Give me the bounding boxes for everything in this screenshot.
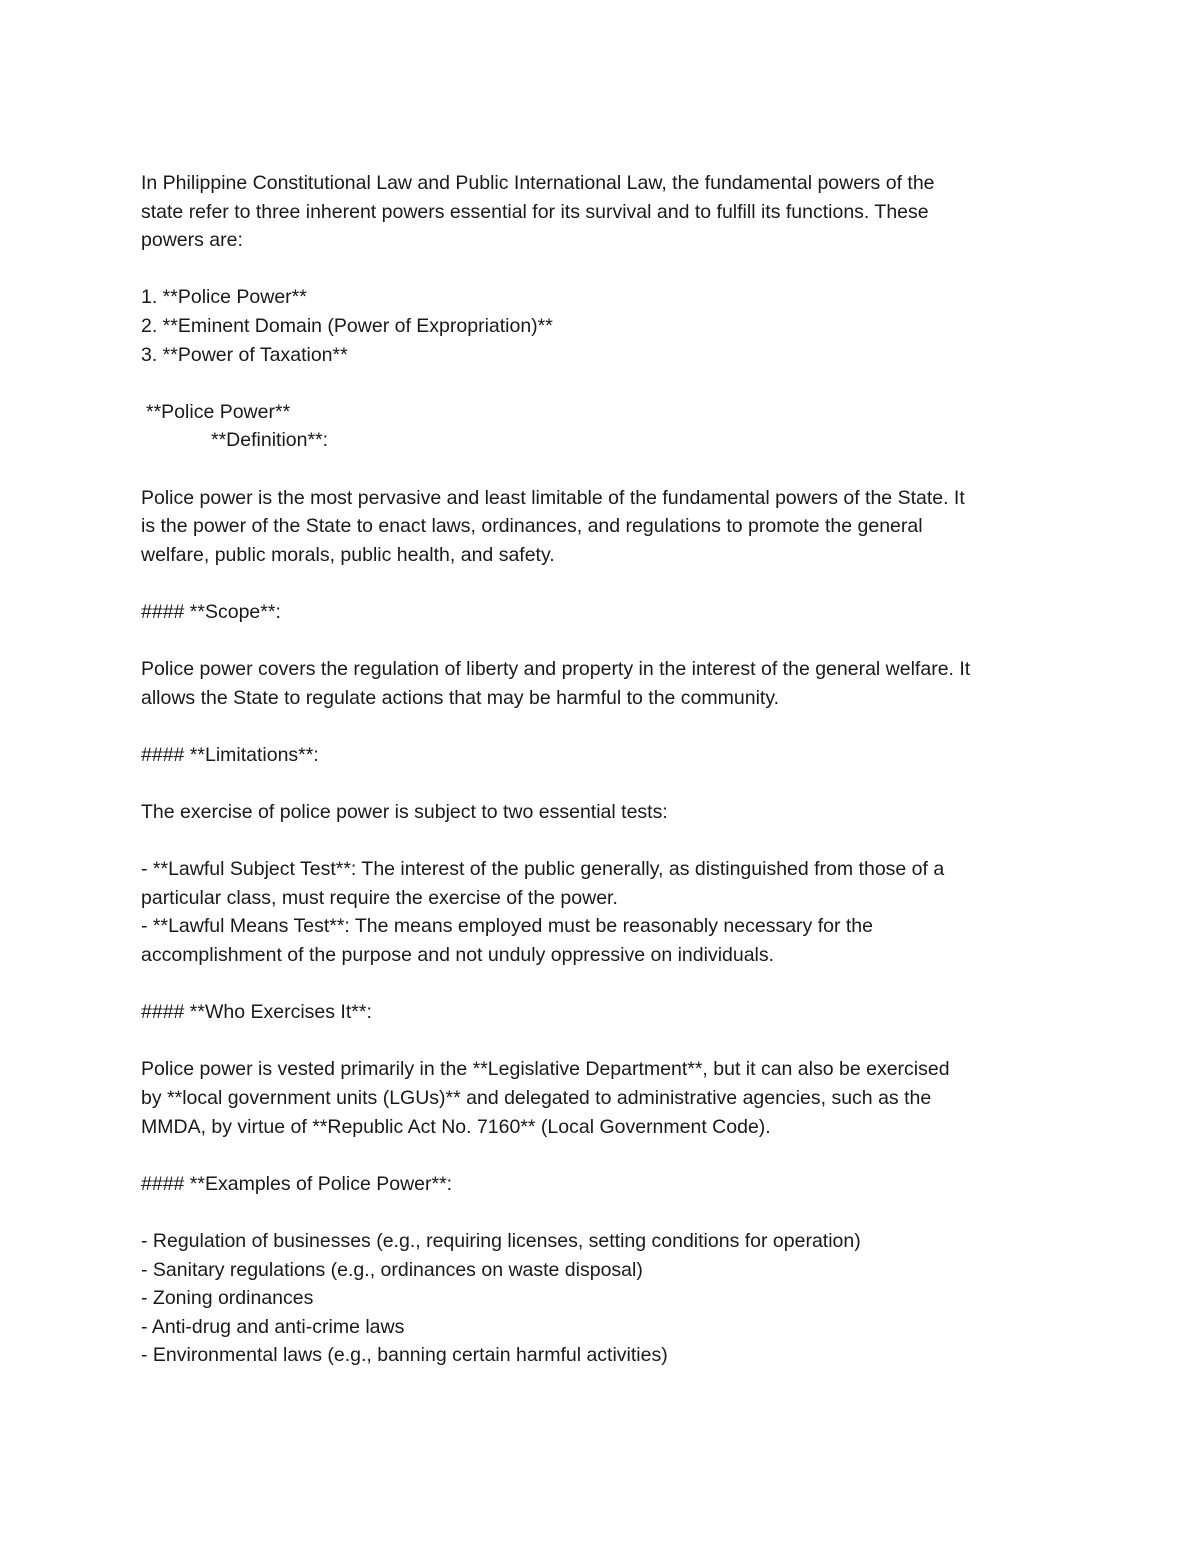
paragraph-line: allows the State to regulate actions that may be harmful to the community. xyxy=(141,686,780,709)
paragraph-line: MMDA, by virtue of **Republic Act No. 7160** (Local Government Code). xyxy=(141,1115,771,1138)
paragraph-line: Police power is the most pervasive and least limitable of the fundamental powers of the State. It xyxy=(141,486,965,509)
list-item: accomplishment of the purpose and not unduly oppressive on individuals. xyxy=(141,944,775,967)
intro-line: In Philippine Constitutional Law and Public International Law, the fundamental powers of the xyxy=(141,172,935,194)
paragraph-line: is the power of the State to enact laws, ordinances, and regulations to promote the general xyxy=(141,515,923,538)
list-item: - Environmental laws (e.g., banning certain harmful activities) xyxy=(141,1344,668,1367)
blank-line xyxy=(141,1141,1071,1170)
paragraph-line: by **local government units (LGUs)** and delegated to administrative agencies, such as the xyxy=(141,1087,932,1109)
blank-line xyxy=(141,455,1071,484)
limitations-heading: #### **Limitations**: xyxy=(141,743,319,766)
blank-line xyxy=(141,569,1071,598)
limitations-list xyxy=(141,855,1071,969)
blank-line xyxy=(141,970,1071,999)
limitations-intro: The exercise of police power is subject to two essential tests: xyxy=(141,801,668,824)
list-item: 2. **Eminent Domain (Power of Expropriation)** xyxy=(141,314,553,337)
blank-line xyxy=(141,255,1071,284)
paragraph-line: Police power covers the regulation of liberty and property in the interest of the general welfare. It xyxy=(141,658,971,681)
list-item: 1. **Police Power** xyxy=(141,286,307,309)
list-item: - **Lawful Means Test**: The means employed must be reasonably necessary for the xyxy=(141,915,873,938)
list-item: particular class, must require the exercise of the power. xyxy=(141,886,618,909)
intro-paragraph xyxy=(141,169,1071,255)
list-item: - Anti-drug and anti-crime laws xyxy=(141,1315,405,1338)
intro-line: powers are: xyxy=(141,229,243,252)
list-item: 3. **Power of Taxation** xyxy=(141,343,348,366)
blank-line xyxy=(141,627,1071,656)
blank-line xyxy=(141,1027,1071,1056)
blank-line xyxy=(141,712,1071,741)
definition-paragraph xyxy=(141,484,1071,570)
paragraph-line: welfare, public morals, public health, and safety. xyxy=(141,543,555,566)
blank-line xyxy=(141,1198,1071,1227)
police-power-heading: **Police Power** xyxy=(146,400,291,423)
examples-heading: #### **Examples of Police Power**: xyxy=(141,1172,453,1195)
who-exercises-heading: #### **Who Exercises It**: xyxy=(141,1001,372,1024)
document-page xyxy=(141,169,1071,1370)
intro-line: state refer to three inherent powers essential for its survival and to fulfill its functions. These xyxy=(141,200,929,223)
who-exercises-paragraph xyxy=(141,1055,1071,1141)
list-item: - **Lawful Subject Test**: The interest of the public generally, as distinguished from those of a xyxy=(141,858,945,881)
list-item: - Zoning ordinances xyxy=(141,1287,314,1310)
scope-paragraph xyxy=(141,655,1071,712)
scope-heading: #### **Scope**: xyxy=(141,600,281,623)
blank-line xyxy=(141,369,1071,398)
list-item: - Regulation of businesses (e.g., requiring licenses, setting conditions for operation) xyxy=(141,1229,861,1252)
blank-line xyxy=(141,769,1071,798)
powers-list xyxy=(141,283,1071,369)
definition-heading: **Definition**: xyxy=(211,429,329,452)
list-item: - Sanitary regulations (e.g., ordinances on waste disposal) xyxy=(141,1258,643,1281)
paragraph-line: Police power is vested primarily in the **Legislative Department**, but it can also be exercised xyxy=(141,1058,950,1081)
examples-list xyxy=(141,1227,1071,1370)
blank-line xyxy=(141,827,1071,856)
